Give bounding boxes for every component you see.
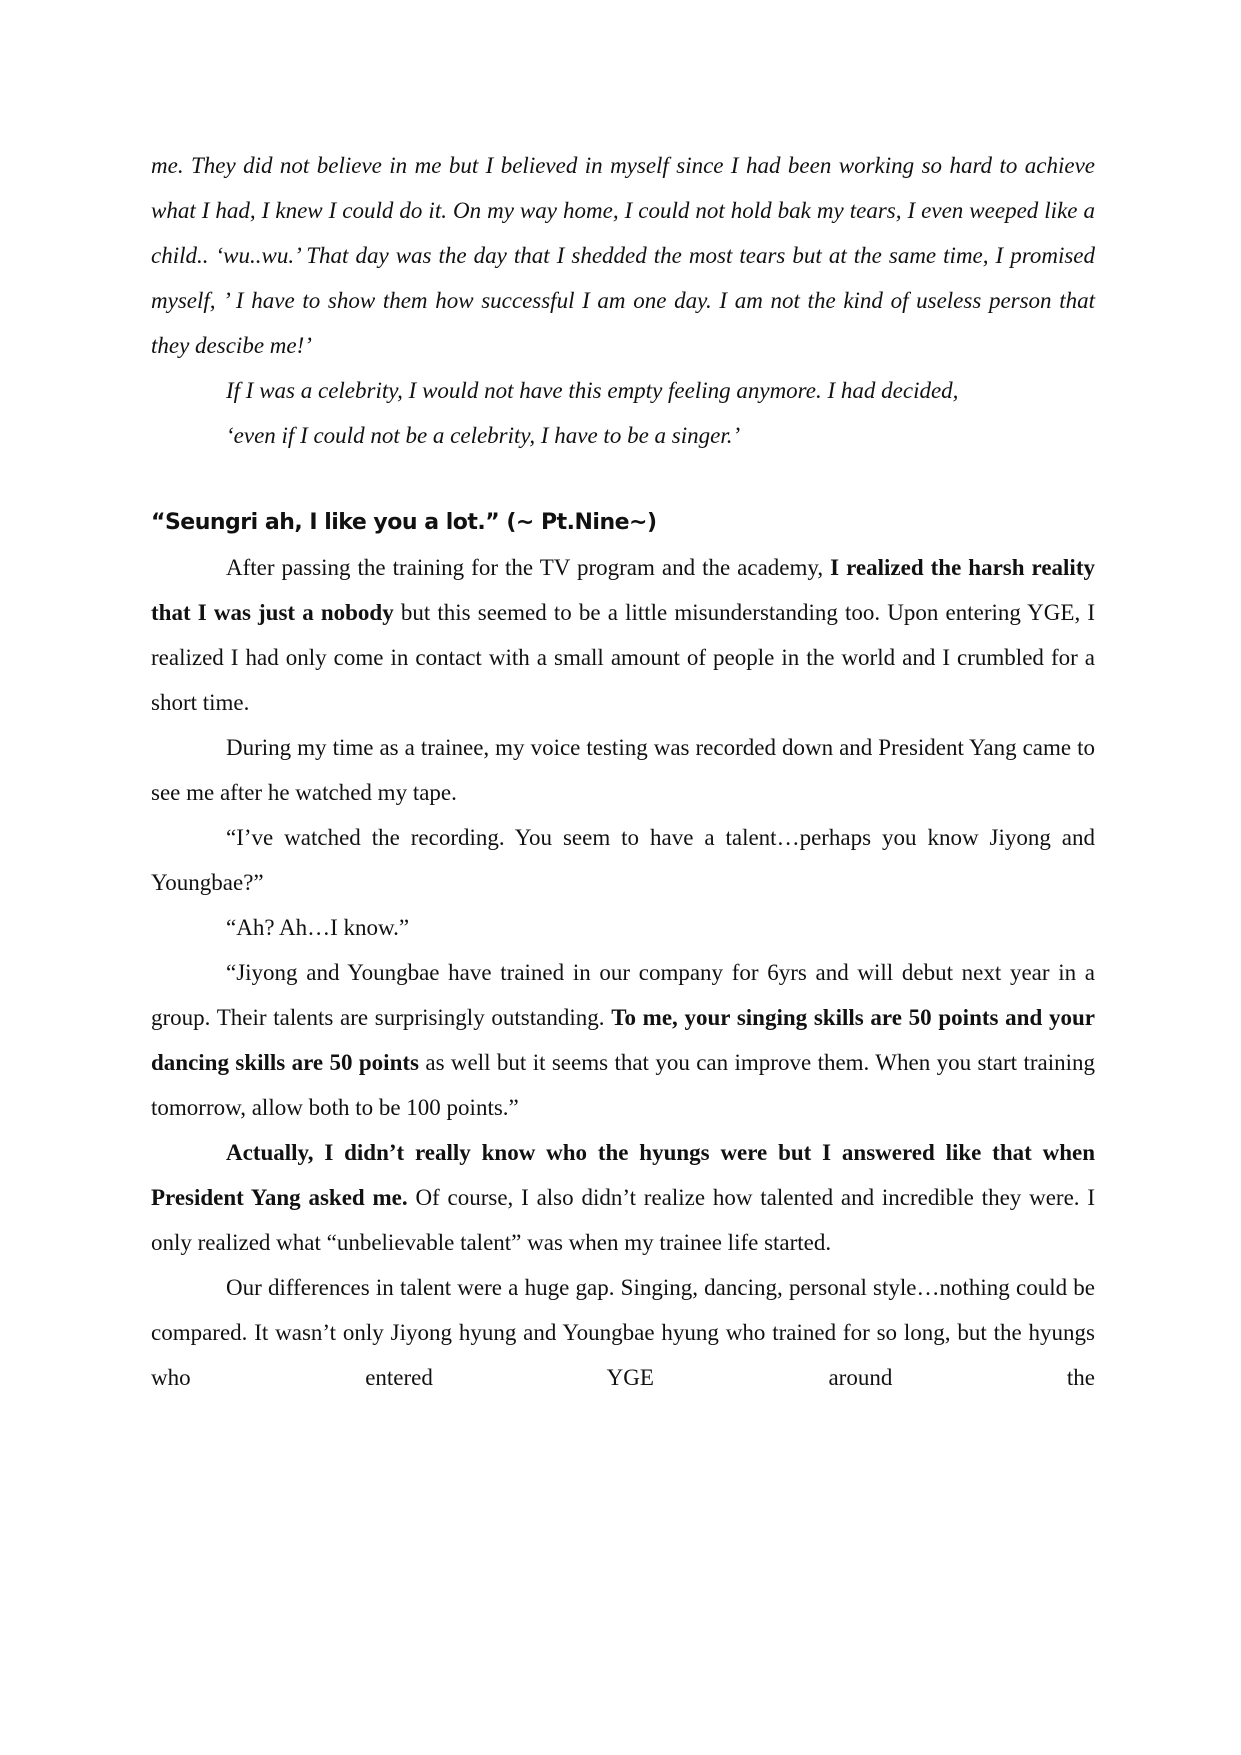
paragraph-dialogue-reply: “Ah? Ah…I know.”: [226, 915, 410, 940]
text-run: as well but it seems that you can improve them. When you start training tomorrow, allow both to be 100 points.”: [151, 1050, 1095, 1120]
section-heading: “Seungri ah, I like you a lot.” (~ Pt.Nine~): [151, 510, 657, 535]
text-run: “Jiyong and Youngbae have trained in our company for 6yrs and will debut next year in a group. Their talents are surprisingly outstanding.: [151, 960, 1095, 1030]
document-page: [151, 143, 1095, 1400]
paragraph-trainee-voice: During my time as a trainee, my voice testing was recorded down and President Yang came to see me after he watched my tape.: [151, 735, 1095, 805]
intro-paragraph-celebrity: If I was a celebrity, I would not have this empty feeling anymore. I had decided,: [226, 378, 959, 403]
text-run: but this seemed to be a little misunderstanding too. Upon entering YGE, I realized I had only come in contact with a small amount of people in the world and I crumbled for a short time.: [151, 600, 1095, 715]
intro-paragraph-singer-quote: ‘even if I could not be a celebrity, I have to be a singer.’: [226, 423, 741, 448]
bold-text-run: To me, your singing skills are 50 points and your dancing skills are 50 points: [151, 1005, 1095, 1075]
paragraph-dialogue-recording: “I’ve watched the recording. You seem to have a talent…perhaps you know Jiyong and Youngbae?”: [151, 825, 1095, 895]
bold-text-run: I realized the harsh reality that I was just a nobody: [151, 555, 1095, 625]
paragraph-hyungs: [151, 1130, 1095, 1265]
paragraph-dialogue-points: [151, 950, 1095, 1130]
text-run: After passing the training for the TV program and the academy,: [226, 555, 831, 580]
paragraph-after-training: [151, 545, 1095, 725]
intro-paragraph-continued: me. They did not believe in me but I believed in myself since I had been working so hard to achieve what I had, I knew I could do it. On my way home, I could not hold bak my tears, I even weeped like a child.. ‘wu..wu.’ That day was the day that I shedded the most tears but at the same time, I promised myself, ’ I have to show them how successful I am one day. I am not the kind of useless person that they descibe me!’: [151, 153, 1095, 358]
text-run: Of course, I also didn’t realize how talented and incredible they were. I only realized what “unbelievable talent” was when my trainee life started.: [151, 1185, 1095, 1255]
bold-text-run: Actually, I didn’t really know who the hyungs were but I answered like that when President Yang asked me.: [151, 1140, 1095, 1210]
paragraph-differences: Our differences in talent were a huge gap. Singing, dancing, personal style…nothing could be compared. It wasn’t only Jiyong hyung and Youngbae hyung who trained for so long, but the hyungs who entered YGE around the: [151, 1275, 1095, 1390]
